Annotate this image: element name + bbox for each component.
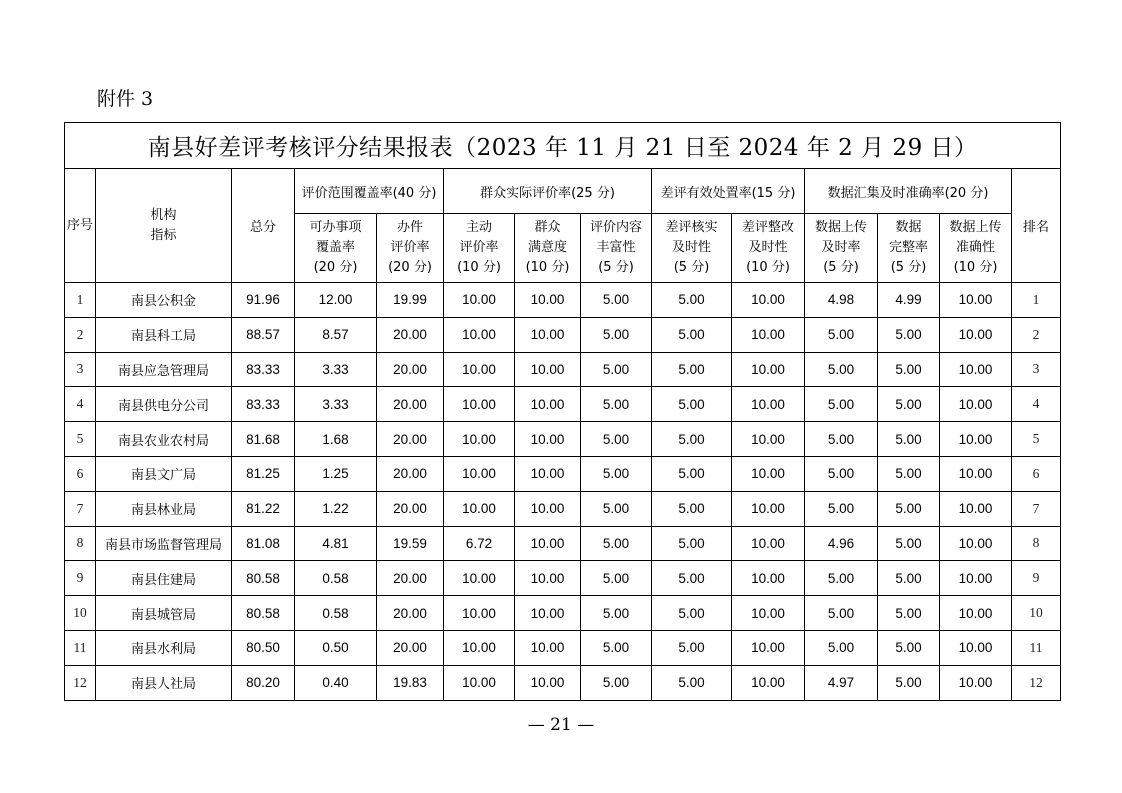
row-score-cell: 10.00 <box>444 665 515 700</box>
row-rank: 10 <box>1012 596 1061 631</box>
row-score-cell: 10.00 <box>515 665 581 700</box>
row-score-cell: 3.33 <box>295 387 377 422</box>
row-score-cell: 5.00 <box>878 456 940 491</box>
row-score-cell: 20.00 <box>377 456 444 491</box>
subheader-3: 群众 满意度 (10 分) <box>515 214 581 283</box>
row-org-name: 南县人社局 <box>96 665 232 700</box>
table-row <box>65 526 1061 561</box>
row-score-cell: 4.98 <box>805 283 878 318</box>
row-score-cell: 5.00 <box>878 491 940 526</box>
row-rank: 9 <box>1012 561 1061 596</box>
row-score-cell: 5.00 <box>652 596 732 631</box>
table-row <box>65 317 1061 352</box>
subheader-5: 差评核实 及时性 (5 分) <box>652 214 732 283</box>
row-score-cell: 10.00 <box>444 561 515 596</box>
row-seq: 12 <box>65 665 96 700</box>
row-score-cell: 10.00 <box>940 596 1012 631</box>
row-score-cell: 5.00 <box>581 526 652 561</box>
row-score-cell: 5.00 <box>581 630 652 665</box>
table-row <box>65 422 1061 457</box>
row-score-cell: 10.00 <box>732 665 805 700</box>
row-score-cell: 10.00 <box>515 561 581 596</box>
row-seq: 8 <box>65 526 96 561</box>
row-score-cell: 10.00 <box>940 317 1012 352</box>
subheader-2: 主动 评价率 (10 分) <box>444 214 515 283</box>
row-seq: 10 <box>65 596 96 631</box>
row-org-name: 南县应急管理局 <box>96 352 232 387</box>
table-row <box>65 596 1061 631</box>
row-org-name: 南县农业农村局 <box>96 422 232 457</box>
row-seq: 1 <box>65 283 96 318</box>
row-score-cell: 10.00 <box>732 456 805 491</box>
row-score-cell: 5.00 <box>878 561 940 596</box>
table-row <box>65 665 1061 700</box>
row-rank: 8 <box>1012 526 1061 561</box>
row-score-cell: 20.00 <box>377 561 444 596</box>
header-org: 机构 指标 <box>96 169 232 283</box>
subheader-6: 差评整改 及时性 (10 分) <box>732 214 805 283</box>
row-seq: 2 <box>65 317 96 352</box>
header-group-data-accuracy: 数据汇集及时准确率(20 分) <box>805 169 1012 214</box>
row-seq: 6 <box>65 456 96 491</box>
row-total-score: 88.57 <box>232 317 295 352</box>
row-score-cell: 5.00 <box>581 561 652 596</box>
row-score-cell: 5.00 <box>805 456 878 491</box>
row-score-cell: 3.33 <box>295 352 377 387</box>
row-score-cell: 5.00 <box>581 352 652 387</box>
row-rank: 6 <box>1012 456 1061 491</box>
row-score-cell: 10.00 <box>444 352 515 387</box>
row-score-cell: 5.00 <box>878 352 940 387</box>
row-rank: 3 <box>1012 352 1061 387</box>
row-score-cell: 10.00 <box>732 596 805 631</box>
row-score-cell: 5.00 <box>652 283 732 318</box>
row-score-cell: 10.00 <box>940 665 1012 700</box>
row-score-cell: 10.00 <box>732 283 805 318</box>
row-score-cell: 5.00 <box>805 317 878 352</box>
row-score-cell: 10.00 <box>940 422 1012 457</box>
row-score-cell: 10.00 <box>940 526 1012 561</box>
row-total-score: 81.08 <box>232 526 295 561</box>
row-score-cell: 8.57 <box>295 317 377 352</box>
row-score-cell: 4.97 <box>805 665 878 700</box>
row-score-cell: 5.00 <box>652 352 732 387</box>
row-seq: 3 <box>65 352 96 387</box>
row-score-cell: 4.99 <box>878 283 940 318</box>
row-total-score: 80.20 <box>232 665 295 700</box>
row-score-cell: 5.00 <box>652 561 732 596</box>
row-score-cell: 10.00 <box>940 387 1012 422</box>
row-score-cell: 10.00 <box>940 630 1012 665</box>
row-rank: 5 <box>1012 422 1061 457</box>
row-score-cell: 20.00 <box>377 630 444 665</box>
row-score-cell: 5.00 <box>652 456 732 491</box>
table-title: 南县好差评考核评分结果报表（2023 年 11 月 21 日至 2024 年 2 月 29 日） <box>65 123 1061 169</box>
row-seq: 9 <box>65 561 96 596</box>
header-rank: 排名 <box>1012 169 1061 283</box>
row-score-cell: 10.00 <box>940 283 1012 318</box>
header-seq: 序号 <box>65 169 96 283</box>
row-score-cell: 5.00 <box>878 630 940 665</box>
row-score-cell: 10.00 <box>732 387 805 422</box>
row-score-cell: 10.00 <box>444 422 515 457</box>
header-group-negative-handling: 差评有效处置率(15 分) <box>652 169 805 214</box>
row-rank: 4 <box>1012 387 1061 422</box>
row-score-cell: 5.00 <box>581 283 652 318</box>
score-report-table <box>64 122 1061 701</box>
row-seq: 11 <box>65 630 96 665</box>
row-score-cell: 20.00 <box>377 596 444 631</box>
row-score-cell: 5.00 <box>805 596 878 631</box>
row-rank: 11 <box>1012 630 1061 665</box>
row-score-cell: 10.00 <box>515 491 581 526</box>
row-score-cell: 5.00 <box>581 665 652 700</box>
row-score-cell: 5.00 <box>805 561 878 596</box>
row-score-cell: 6.72 <box>444 526 515 561</box>
row-score-cell: 5.00 <box>652 665 732 700</box>
row-total-score: 81.25 <box>232 456 295 491</box>
row-score-cell: 5.00 <box>581 422 652 457</box>
row-org-name: 南县市场监督管理局 <box>96 526 232 561</box>
row-score-cell: 10.00 <box>940 561 1012 596</box>
row-score-cell: 10.00 <box>515 422 581 457</box>
row-score-cell: 5.00 <box>805 352 878 387</box>
row-score-cell: 12.00 <box>295 283 377 318</box>
row-score-cell: 10.00 <box>940 456 1012 491</box>
row-score-cell: 5.00 <box>878 596 940 631</box>
row-total-score: 83.33 <box>232 387 295 422</box>
row-score-cell: 5.00 <box>652 422 732 457</box>
row-score-cell: 0.58 <box>295 596 377 631</box>
row-score-cell: 5.00 <box>581 491 652 526</box>
row-rank: 12 <box>1012 665 1061 700</box>
row-score-cell: 10.00 <box>444 283 515 318</box>
row-score-cell: 5.00 <box>652 526 732 561</box>
row-score-cell: 20.00 <box>377 352 444 387</box>
subheader-9: 数据上传 准确性 (10 分) <box>940 214 1012 283</box>
table-row <box>65 387 1061 422</box>
header-total: 总分 <box>232 169 295 283</box>
row-score-cell: 5.00 <box>878 526 940 561</box>
row-score-cell: 5.00 <box>652 491 732 526</box>
row-total-score: 81.68 <box>232 422 295 457</box>
row-score-cell: 10.00 <box>515 352 581 387</box>
row-score-cell: 10.00 <box>515 283 581 318</box>
subheader-0: 可办事项 覆盖率 (20 分) <box>295 214 377 283</box>
row-score-cell: 5.00 <box>805 491 878 526</box>
row-org-name: 南县林业局 <box>96 491 232 526</box>
row-score-cell: 5.00 <box>878 422 940 457</box>
row-total-score: 80.58 <box>232 561 295 596</box>
row-seq: 7 <box>65 491 96 526</box>
row-org-name: 南县科工局 <box>96 317 232 352</box>
row-score-cell: 10.00 <box>732 352 805 387</box>
row-score-cell: 10.00 <box>732 526 805 561</box>
table-row <box>65 283 1061 318</box>
row-score-cell: 5.00 <box>581 387 652 422</box>
row-score-cell: 0.58 <box>295 561 377 596</box>
row-score-cell: 5.00 <box>878 665 940 700</box>
subheader-7: 数据上传 及时率 (5 分) <box>805 214 878 283</box>
row-score-cell: 10.00 <box>732 630 805 665</box>
row-score-cell: 10.00 <box>515 387 581 422</box>
row-score-cell: 19.83 <box>377 665 444 700</box>
row-rank: 7 <box>1012 491 1061 526</box>
attachment-label: 附件 3 <box>97 88 154 110</box>
row-score-cell: 19.59 <box>377 526 444 561</box>
row-score-cell: 10.00 <box>940 491 1012 526</box>
page-number: — 21 — <box>527 715 595 735</box>
row-seq: 5 <box>65 422 96 457</box>
subheader-8: 数据 完整率 (5 分) <box>878 214 940 283</box>
row-score-cell: 20.00 <box>377 317 444 352</box>
row-score-cell: 10.00 <box>444 456 515 491</box>
row-score-cell: 5.00 <box>878 387 940 422</box>
row-score-cell: 10.00 <box>444 387 515 422</box>
row-score-cell: 5.00 <box>652 317 732 352</box>
row-score-cell: 5.00 <box>652 630 732 665</box>
row-score-cell: 5.00 <box>581 317 652 352</box>
row-total-score: 83.33 <box>232 352 295 387</box>
row-score-cell: 20.00 <box>377 491 444 526</box>
row-org-name: 南县城管局 <box>96 596 232 631</box>
row-org-name: 南县公积金 <box>96 283 232 318</box>
row-rank: 2 <box>1012 317 1061 352</box>
row-score-cell: 10.00 <box>515 596 581 631</box>
row-total-score: 91.96 <box>232 283 295 318</box>
row-org-name: 南县住建局 <box>96 561 232 596</box>
row-score-cell: 20.00 <box>377 387 444 422</box>
header-group-coverage: 评价范围覆盖率(40 分) <box>295 169 444 214</box>
header-group-evaluation: 群众实际评价率(25 分) <box>444 169 652 214</box>
table-row <box>65 561 1061 596</box>
row-score-cell: 0.50 <box>295 630 377 665</box>
row-score-cell: 10.00 <box>444 317 515 352</box>
row-score-cell: 5.00 <box>581 456 652 491</box>
row-score-cell: 19.99 <box>377 283 444 318</box>
row-score-cell: 10.00 <box>444 630 515 665</box>
subheader-4: 评价内容 丰富性 (5 分) <box>581 214 652 283</box>
row-rank: 1 <box>1012 283 1061 318</box>
table-row <box>65 456 1061 491</box>
table-row <box>65 491 1061 526</box>
row-score-cell: 5.00 <box>652 387 732 422</box>
row-org-name: 南县供电分公司 <box>96 387 232 422</box>
row-score-cell: 1.22 <box>295 491 377 526</box>
row-score-cell: 10.00 <box>732 491 805 526</box>
row-score-cell: 10.00 <box>940 352 1012 387</box>
row-score-cell: 10.00 <box>732 317 805 352</box>
row-score-cell: 10.00 <box>515 456 581 491</box>
row-score-cell: 10.00 <box>444 596 515 631</box>
row-score-cell: 5.00 <box>805 630 878 665</box>
row-score-cell: 20.00 <box>377 422 444 457</box>
row-score-cell: 10.00 <box>515 630 581 665</box>
row-score-cell: 10.00 <box>515 317 581 352</box>
row-score-cell: 10.00 <box>732 422 805 457</box>
row-org-name: 南县文广局 <box>96 456 232 491</box>
row-score-cell: 1.68 <box>295 422 377 457</box>
row-total-score: 81.22 <box>232 491 295 526</box>
row-seq: 4 <box>65 387 96 422</box>
row-score-cell: 4.81 <box>295 526 377 561</box>
row-score-cell: 5.00 <box>581 596 652 631</box>
row-score-cell: 10.00 <box>444 491 515 526</box>
row-org-name: 南县水利局 <box>96 630 232 665</box>
row-score-cell: 4.96 <box>805 526 878 561</box>
row-score-cell: 0.40 <box>295 665 377 700</box>
row-score-cell: 10.00 <box>732 561 805 596</box>
row-score-cell: 10.00 <box>515 526 581 561</box>
row-total-score: 80.58 <box>232 596 295 631</box>
row-total-score: 80.50 <box>232 630 295 665</box>
row-score-cell: 5.00 <box>805 387 878 422</box>
subheader-1: 办件 评价率 (20 分) <box>377 214 444 283</box>
row-score-cell: 5.00 <box>805 422 878 457</box>
row-score-cell: 5.00 <box>878 317 940 352</box>
table-row <box>65 352 1061 387</box>
table-row <box>65 630 1061 665</box>
row-score-cell: 1.25 <box>295 456 377 491</box>
